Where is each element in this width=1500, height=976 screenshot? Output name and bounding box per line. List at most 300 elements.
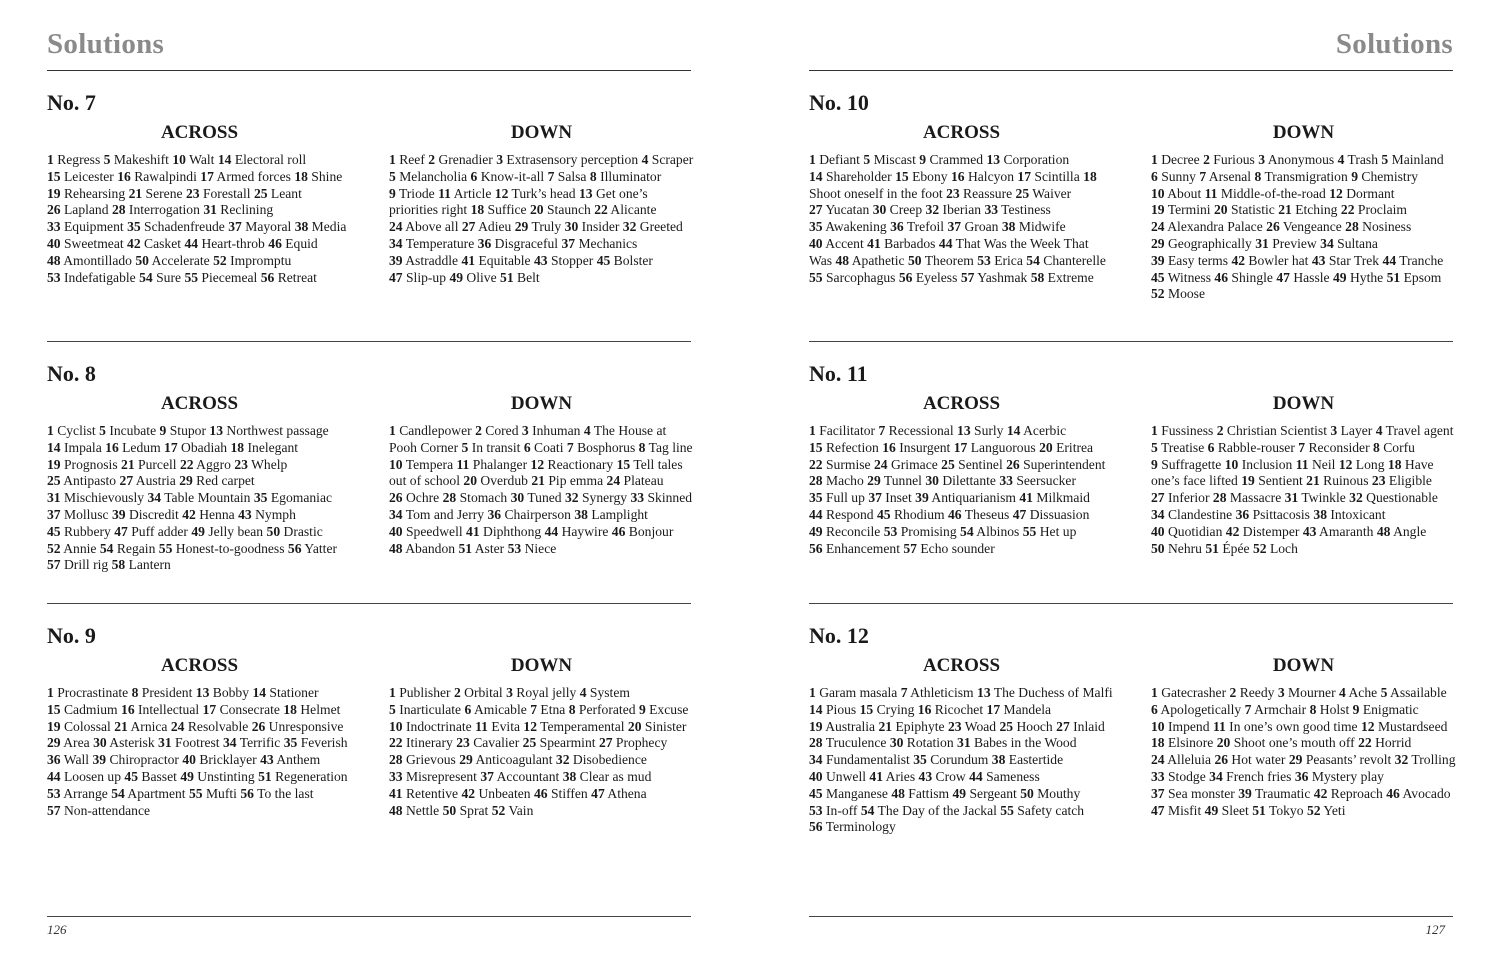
clue-number: 32 [1394, 752, 1409, 768]
answer-entry [268, 236, 317, 251]
clue-number: 35 [283, 735, 298, 751]
clue-number: 9 [1151, 456, 1158, 472]
answer-entry [874, 457, 938, 472]
header-rule [47, 70, 691, 71]
clue-number: 8 [131, 685, 139, 700]
clue-number: 35 [809, 490, 823, 506]
answer-entry [1151, 152, 1200, 167]
answer-entry [1252, 803, 1303, 818]
answer-text: The Duchess of Malfi [990, 685, 1113, 700]
answer-entry [809, 803, 857, 818]
answer-text: Amaranth [1316, 523, 1374, 539]
clue-number: 46 [1214, 269, 1228, 285]
across-column [809, 122, 1114, 286]
answer-text: Anonymous [1265, 152, 1335, 167]
clue-number: 26 [47, 202, 61, 218]
answer-text: Ledum [118, 439, 161, 455]
down-heading: DOWN [510, 655, 573, 676]
answer-text: Rawalpindi [130, 168, 197, 184]
answer-text: Bricklayer [195, 752, 257, 768]
answer-entry [809, 507, 874, 522]
clue-number: 13 [195, 685, 210, 700]
clue-number: 5 [461, 439, 469, 455]
answer-entry [1151, 440, 1204, 455]
clue-number: 3 [1277, 685, 1285, 700]
clue-number: 49 [1332, 269, 1347, 285]
clue-number: 29 [179, 473, 193, 489]
puzzle-number: No. 11 [809, 361, 868, 386]
down-heading: DOWN [1272, 122, 1335, 143]
answer-entry [1377, 524, 1426, 539]
clue-number: 53 [47, 785, 61, 801]
clue-number: 52 [213, 252, 227, 268]
clue-number: 12 [1338, 456, 1353, 472]
answer-entry [863, 152, 915, 167]
answer-text: Incubate [105, 423, 157, 438]
answer-text: Quotidian [1164, 523, 1223, 539]
clue-number: 31 [158, 735, 172, 751]
clue-number: 36 [477, 235, 492, 251]
answer-text: Sameness [982, 768, 1040, 784]
clue-number: 48 [835, 252, 850, 268]
clue-number: 12 [523, 718, 538, 734]
page-number: 127 [1425, 922, 1445, 937]
answer-entry [105, 440, 161, 455]
clue-number: 41 [867, 235, 881, 251]
answer-text: Athena [604, 785, 647, 801]
clue-number: 51 [1386, 269, 1401, 285]
answer-text: Waiver [1029, 185, 1072, 201]
clue-number: 7 [1199, 168, 1207, 184]
clue-number: 25 [941, 456, 955, 472]
answer-entry [1214, 270, 1273, 285]
clue-number: 44 [544, 523, 559, 539]
answer-text: Candlepower [395, 423, 472, 438]
clue-number: 33 [389, 768, 403, 784]
answer-entry [389, 490, 439, 505]
clue-number: 1 [809, 685, 816, 700]
answer-text: Diphthong [479, 523, 542, 539]
clue-number: 58 [1030, 269, 1045, 285]
clue-number: 22 [1358, 735, 1372, 751]
answer-entry [1333, 270, 1383, 285]
answer-text: Truculence [822, 735, 887, 751]
clue-number: 47 [1012, 506, 1027, 522]
answer-text: Indefatigable [60, 269, 136, 285]
answer-entry [953, 786, 1017, 801]
down-column [1151, 122, 1456, 303]
answer-entry [530, 702, 565, 717]
answer-text: Furious [1209, 152, 1255, 167]
clue-number: 56 [240, 785, 254, 801]
clue-number: 30 [872, 202, 887, 218]
answer-entry [114, 719, 167, 734]
clue-number: 5 [389, 168, 396, 184]
clue-number: 55 [184, 269, 199, 285]
clue-number: 17 [200, 168, 214, 184]
answer-text: Awakening [822, 219, 887, 235]
answer-text: Enhancement [822, 540, 900, 556]
answer-text: Stopper [547, 252, 594, 268]
answer-entry [628, 719, 687, 734]
answer-entry [284, 735, 348, 750]
clue-number: 19 [47, 185, 61, 201]
clue-number: 36 [47, 752, 61, 768]
answer-entry [389, 423, 472, 438]
answer-entry [1320, 236, 1378, 251]
answer-text: Yatter [301, 540, 338, 556]
answer-text: Tag line [645, 439, 693, 455]
clue-number: 1 [47, 423, 54, 438]
answer-text: Refection [822, 439, 879, 455]
clue-number: 33 [984, 202, 999, 218]
answer-text: Antipasto [60, 473, 117, 489]
answer-entry [129, 186, 183, 201]
clue-number: 24 [170, 718, 185, 734]
answer-text: Area [60, 735, 90, 751]
clue-number: 16 [117, 168, 131, 184]
answer-entry [47, 440, 102, 455]
clue-number: 39 [1151, 252, 1165, 268]
answer-entry [438, 186, 491, 201]
answer-entry [184, 270, 257, 285]
answer-text: Witness [1164, 269, 1211, 285]
clue-number: 37 [561, 235, 576, 251]
answer-entry [466, 524, 541, 539]
answer-text: To the last [253, 785, 314, 801]
answer-text: Het up [1036, 523, 1077, 539]
clue-number: 34 [1151, 506, 1165, 522]
answer-text: Speedwell [402, 523, 463, 539]
answer-text: Temperature [402, 235, 475, 251]
answer-text: Long [1352, 456, 1385, 472]
answer-entry [135, 253, 209, 268]
clue-number: 7 [547, 168, 555, 184]
clue-number: 33 [630, 490, 645, 506]
answer-entry [389, 752, 456, 767]
answer-entry [809, 685, 897, 700]
answer-text: Inset [881, 490, 912, 506]
answer-entry [515, 219, 561, 234]
answer-text: Inhuman [528, 423, 581, 438]
answer-entry [252, 719, 344, 734]
answer-entry [240, 786, 313, 801]
answer-entry [869, 769, 915, 784]
clue-number: 48 [389, 802, 403, 818]
answer-text: Sarcophagus [822, 269, 896, 285]
clue-number: 41 [461, 252, 476, 268]
answer-text: Lapland [60, 202, 109, 218]
header-rule [809, 70, 1453, 71]
answer-text: Crammed [926, 152, 984, 167]
answer-entry [127, 236, 181, 251]
answer-text: Overdub [476, 473, 528, 489]
answer-text: Recessional [885, 423, 954, 438]
answer-entry [1151, 270, 1211, 285]
clue-number: 32 [565, 490, 579, 506]
down-heading: DOWN [510, 393, 573, 414]
answer-entry [111, 786, 185, 801]
answer-entry [500, 270, 540, 285]
answer-text: Ebony [908, 168, 948, 184]
puzzle-number: No. 9 [47, 623, 96, 648]
across-heading: ACROSS [160, 393, 239, 414]
clue-number: 18 [1387, 456, 1402, 472]
clue-number: 12 [1360, 718, 1375, 734]
answer-text: Puff adder [127, 523, 188, 539]
clue-number: 5 [99, 423, 106, 438]
clue-number: 46 [533, 785, 548, 801]
answer-text: Bowler hat [1245, 252, 1309, 268]
answer-entry [1236, 507, 1310, 522]
answer-entry [563, 769, 652, 784]
clue-number: 21 [128, 185, 143, 201]
answer-text: Rabble-rouser [1214, 439, 1295, 455]
clue-number: 55 [188, 785, 203, 801]
clue-number: 4 [1337, 152, 1345, 167]
answer-text: Eligible [1385, 473, 1432, 489]
clue-number: 19 [1241, 473, 1255, 489]
clue-number: 40 [809, 235, 823, 251]
answer-entry [1298, 440, 1369, 455]
answer-text: Star Trek [1325, 252, 1380, 268]
answer-entry [642, 152, 694, 167]
clue-number: 27 [809, 202, 823, 218]
clue-number: 18 [230, 439, 245, 455]
clue-number: 13 [579, 185, 593, 201]
clue-number: 29 [459, 752, 473, 768]
answer-entry [200, 169, 291, 184]
across-answers [809, 685, 1114, 836]
clue-number: 37 [480, 768, 494, 784]
answer-text: Mufti [202, 785, 237, 801]
clue-number: 49 [191, 523, 205, 539]
answer-entry [234, 457, 287, 472]
answer-entry [569, 702, 636, 717]
answer-text: Unbeaten [475, 785, 531, 801]
answer-text: Clear as mud [576, 768, 652, 784]
answer-text: Chiropractor [106, 752, 179, 768]
answer-entry [860, 702, 915, 717]
clue-number: 35 [253, 490, 268, 506]
answer-text: Testiness [998, 202, 1051, 218]
answer-entry [1278, 685, 1336, 700]
answer-text: Article [450, 185, 492, 201]
clue-number: 52 [1252, 540, 1267, 556]
answer-text: Extrasensory perception [503, 152, 639, 167]
answer-entry [565, 490, 627, 505]
answer-text: Mystery play [1308, 768, 1384, 784]
answer-text: Media [308, 219, 347, 235]
answer-text: Sea monster [1164, 785, 1235, 801]
clue-number: 25 [47, 473, 61, 489]
answer-entry [462, 253, 531, 268]
answer-text: Grimace [887, 456, 938, 472]
answer-text: Reclining [216, 202, 274, 218]
answer-text: Defiant [815, 152, 860, 167]
answer-text: Table Mountain [161, 490, 251, 506]
clue-number: 19 [47, 718, 61, 734]
clue-number: 2 [475, 423, 482, 438]
clue-number: 6 [523, 439, 531, 455]
answer-text: Cadmium [60, 701, 118, 717]
clue-number: 46 [268, 235, 282, 251]
answer-entry [147, 490, 250, 505]
answer-text: Anthem [273, 752, 321, 768]
answer-text: Orbital [460, 685, 503, 700]
answer-text: Halcyon [964, 168, 1015, 184]
answer-entry [1020, 786, 1080, 801]
answer-entry [389, 719, 472, 734]
answer-entry [534, 786, 588, 801]
answer-entry [389, 186, 435, 201]
down-heading: DOWN [510, 122, 573, 143]
clue-number: 21 [114, 718, 128, 734]
answer-entry [992, 752, 1063, 767]
answer-entry [47, 685, 128, 700]
answer-entry [389, 270, 446, 285]
answer-text: Mainland [1388, 152, 1444, 167]
clue-number: 35 [913, 752, 927, 768]
answer-text: Safety catch [1013, 802, 1085, 818]
answer-entry [223, 735, 280, 750]
clue-number: 56 [809, 540, 823, 556]
answer-entry [948, 719, 996, 734]
clue-number: 20 [529, 202, 544, 218]
clue-number: 22 [179, 456, 194, 472]
answer-text: Regress [53, 152, 101, 167]
answer-entry [288, 541, 337, 556]
answer-text: About [1164, 185, 1202, 201]
answer-text: Loch [1266, 540, 1298, 556]
clue-number: 47 [389, 269, 403, 285]
answer-text: Facilitator [815, 423, 876, 438]
answer-entry [977, 685, 1113, 700]
answer-text: Henna [195, 506, 235, 522]
clue-number: 51 [1252, 802, 1266, 818]
clue-number: 7 [530, 701, 537, 717]
answer-entry [1296, 457, 1336, 472]
clue-number: 8 [589, 168, 597, 184]
clue-number: 20 [1214, 202, 1228, 218]
answer-entry [47, 752, 89, 767]
clue-number: 10 [1224, 456, 1239, 472]
clue-number: 50 [1020, 785, 1034, 801]
clue-number: 44 [969, 768, 983, 784]
answer-entry [878, 719, 944, 734]
clue-number: 11 [475, 718, 488, 734]
clue-number: 31 [1255, 235, 1269, 251]
answer-text: In transit [468, 439, 521, 455]
answer-entry [112, 557, 171, 572]
answer-text: Decree [1157, 152, 1200, 167]
clue-number: 44 [47, 768, 61, 784]
clue-number: 13 [957, 423, 971, 438]
answer-entry [1151, 735, 1213, 750]
answer-text: Athleticism [907, 685, 974, 700]
clue-number: 4 [579, 685, 587, 700]
clue-number: 40 [47, 235, 61, 251]
answer-text: Armchair [1251, 701, 1307, 717]
answer-text: Twinkle [1298, 490, 1346, 506]
answer-entry [545, 524, 609, 539]
answer-entry [231, 440, 299, 455]
clue-number: 52 [491, 802, 506, 818]
answer-entry [389, 253, 458, 268]
clue-number: 15 [809, 439, 823, 455]
clue-number: 33 [1151, 768, 1165, 784]
answer-text: Cavalier [469, 735, 520, 751]
clue-number: 21 [1278, 202, 1292, 218]
answer-text: Loosen up [60, 768, 122, 784]
puzzle-number: No. 12 [809, 623, 869, 648]
answer-text: Yucatan [822, 202, 870, 218]
answer-entry [1031, 270, 1094, 285]
clue-number: 37 [1151, 785, 1165, 801]
answer-text: Alexandra Palace [1164, 219, 1263, 235]
answer-text: Holst [1316, 701, 1350, 717]
answer-text: Helmet [296, 701, 341, 717]
answer-entry [591, 786, 647, 801]
answer-text: Sentient [1254, 473, 1303, 489]
clue-number: 10 [389, 456, 403, 472]
answer-text: Abandon [402, 540, 456, 556]
answer-text: Chairperson [501, 506, 571, 522]
answer-entry [1339, 685, 1377, 700]
answer-entry [186, 186, 251, 201]
answer-text: Sergeant [966, 785, 1017, 801]
answer-text: Nosiness [1358, 219, 1412, 235]
across-heading: ACROSS [160, 655, 239, 676]
answer-text: Insurgent [895, 439, 951, 455]
answer-entry [987, 702, 1052, 717]
answer-text: Have one’s face lifted [1151, 456, 1434, 489]
answer-entry [1289, 752, 1391, 767]
clue-number: 47 [1151, 802, 1165, 818]
clue-number: 42 [1225, 523, 1240, 539]
answer-text: Prognosis [60, 456, 118, 472]
clue-number: 1 [47, 685, 54, 700]
answer-entry [1039, 440, 1093, 455]
answer-entry [867, 473, 922, 488]
clue-number: 7 [878, 423, 886, 438]
answer-entry [1151, 202, 1211, 217]
clue-number: 43 [918, 768, 933, 784]
clue-number: 19 [809, 718, 823, 734]
clue-number: 25 [999, 718, 1014, 734]
answer-text: Inarticulate [395, 701, 462, 717]
answer-text: Excuse [645, 701, 689, 717]
answer-text: Equipment [60, 219, 124, 235]
clue-number: 31 [47, 490, 61, 506]
answer-entry [47, 702, 118, 717]
answer-entry [47, 270, 136, 285]
answer-entry [1000, 719, 1053, 734]
answer-entry [1205, 541, 1249, 556]
clue-number: 57 [47, 557, 61, 573]
clue-number: 23 [947, 718, 962, 734]
answer-text: Hooch [1013, 718, 1053, 734]
answer-text: Eyeless [912, 269, 958, 285]
answer-entry [1386, 786, 1450, 801]
answer-text: Leicester [60, 168, 114, 184]
answer-entry [283, 702, 340, 717]
answer-text: Corfu [1379, 439, 1415, 455]
clue-number: 30 [93, 735, 107, 751]
answer-text: Fattism [904, 785, 950, 801]
answer-text: Reassure [959, 185, 1013, 201]
answer-entry [443, 803, 489, 818]
